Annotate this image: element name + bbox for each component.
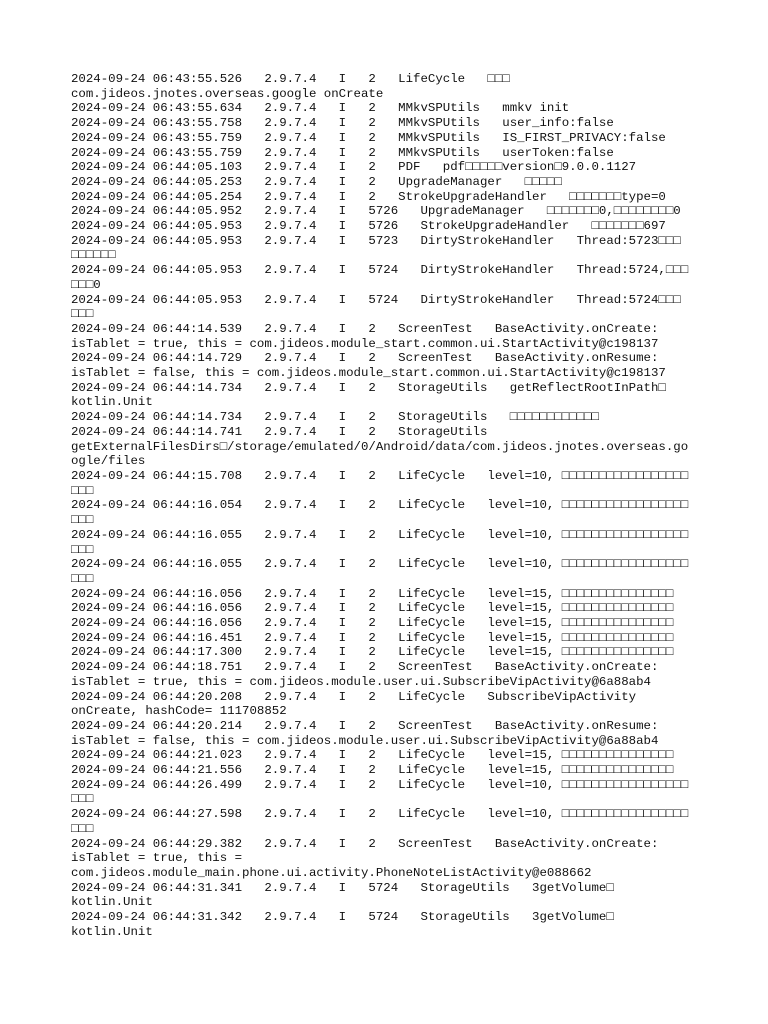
- log-line: □□□0: [71, 277, 101, 292]
- log-line: 2024-09-24 06:44:16.055 2.9.7.4 I 2 LifeCycle level=10, □□□□□□□□□□□□□□□□□: [71, 527, 689, 542]
- log-line: 2024-09-24 06:44:16.056 2.9.7.4 I 2 LifeCycle level=15, □□□□□□□□□□□□□□□: [71, 601, 674, 616]
- log-line: isTablet = false, this = com.jideos.module.user.ui.SubscribeVipActivity@6a88ab4: [71, 733, 659, 748]
- log-line: 2024-09-24 06:44:21.556 2.9.7.4 I 2 LifeCycle level=15, □□□□□□□□□□□□□□□: [71, 763, 674, 778]
- log-line: getExternalFilesDirs□/storage/emulated/0/Android/data/com.jideos.jnotes.overseas.go: [71, 439, 689, 454]
- log-line: 2024-09-24 06:44:17.300 2.9.7.4 I 2 LifeCycle level=15, □□□□□□□□□□□□□□□: [71, 645, 674, 660]
- log-line: 2024-09-24 06:43:55.759 2.9.7.4 I 2 MMkvSPUtils userToken:false: [71, 145, 614, 160]
- log-line: 2024-09-24 06:44:05.103 2.9.7.4 I 2 PDF pdf□□□□□version□9.0.0.1127: [71, 160, 637, 175]
- log-line: 2024-09-24 06:44:14.741 2.9.7.4 I 2 StorageUtils: [71, 424, 488, 439]
- log-line: 2024-09-24 06:44:16.056 2.9.7.4 I 2 LifeCycle level=15, □□□□□□□□□□□□□□□: [71, 586, 674, 601]
- log-line: 2024-09-24 06:44:14.734 2.9.7.4 I 2 StorageUtils getReflectRootInPath□: [71, 380, 666, 395]
- log-line: com.jideos.module_main.phone.ui.activity.PhoneNoteListActivity@e088662: [71, 865, 592, 880]
- log-line: 2024-09-24 06:44:05.953 2.9.7.4 I 5723 DirtyStrokeHandler Thread:5723□□□: [71, 233, 681, 248]
- log-line: 2024-09-24 06:43:55.526 2.9.7.4 I 2 LifeCycle □□□: [71, 72, 510, 86]
- log-line: □□□: [71, 571, 94, 586]
- log-line: 2024-09-24 06:44:21.023 2.9.7.4 I 2 LifeCycle level=15, □□□□□□□□□□□□□□□: [71, 748, 674, 763]
- log-line: □□□: [71, 792, 94, 807]
- log-line: 2024-09-24 06:44:16.054 2.9.7.4 I 2 LifeCycle level=10, □□□□□□□□□□□□□□□□□: [71, 498, 689, 513]
- log-line: □□□: [71, 307, 94, 322]
- log-line: 2024-09-24 06:44:15.708 2.9.7.4 I 2 LifeCycle level=10, □□□□□□□□□□□□□□□□□: [71, 468, 689, 483]
- log-line: onCreate, hashCode= 111708852: [71, 704, 287, 719]
- log-line: 2024-09-24 06:43:55.634 2.9.7.4 I 2 MMkvSPUtils mmkv init: [71, 101, 570, 116]
- log-line: 2024-09-24 06:44:05.254 2.9.7.4 I 2 StrokeUpgradeHandler □□□□□□□type=0: [71, 189, 666, 204]
- log-line: 2024-09-24 06:44:20.214 2.9.7.4 I 2 ScreenTest BaseActivity.onResume:: [71, 718, 659, 733]
- log-document: [71, 72, 721, 939]
- log-line: kotlin.Unit: [71, 924, 153, 939]
- log-line: 2024-09-24 06:44:31.341 2.9.7.4 I 5724 StorageUtils 3getVolume□: [71, 880, 614, 895]
- log-line: kotlin.Unit: [71, 395, 153, 410]
- log-line: isTablet = true, this =: [71, 851, 243, 866]
- log-line: 2024-09-24 06:44:14.729 2.9.7.4 I 2 ScreenTest BaseActivity.onResume:: [71, 351, 659, 366]
- log-line: 2024-09-24 06:44:27.598 2.9.7.4 I 2 LifeCycle level=10, □□□□□□□□□□□□□□□□□: [71, 807, 689, 822]
- log-line: □□□: [71, 542, 94, 557]
- log-line: 2024-09-24 06:44:05.953 2.9.7.4 I 5724 DirtyStrokeHandler Thread:5724,□□□: [71, 263, 689, 278]
- log-line: 2024-09-24 06:44:05.953 2.9.7.4 I 5724 DirtyStrokeHandler Thread:5724□□□: [71, 292, 681, 307]
- log-line: 2024-09-24 06:44:05.953 2.9.7.4 I 5726 StrokeUpgradeHandler □□□□□□□697: [71, 219, 666, 234]
- log-line: 2024-09-24 06:44:18.751 2.9.7.4 I 2 ScreenTest BaseActivity.onCreate:: [71, 660, 659, 675]
- log-line: 2024-09-24 06:44:16.451 2.9.7.4 I 2 LifeCycle level=15, □□□□□□□□□□□□□□□: [71, 630, 674, 645]
- log-line: 2024-09-24 06:44:05.253 2.9.7.4 I 2 UpgradeManager □□□□□: [71, 174, 562, 189]
- log-line: □□□: [71, 513, 94, 528]
- log-line: 2024-09-24 06:43:55.759 2.9.7.4 I 2 MMkvSPUtils IS_FIRST_PRIVACY:false: [71, 130, 666, 145]
- log-line: 2024-09-24 06:44:16.055 2.9.7.4 I 2 LifeCycle level=10, □□□□□□□□□□□□□□□□□: [71, 557, 689, 572]
- log-line: 2024-09-24 06:44:16.056 2.9.7.4 I 2 LifeCycle level=15, □□□□□□□□□□□□□□□: [71, 616, 674, 631]
- log-line: 2024-09-24 06:43:55.758 2.9.7.4 I 2 MMkvSPUtils user_info:false: [71, 116, 614, 131]
- log-line: 2024-09-24 06:44:26.499 2.9.7.4 I 2 LifeCycle level=10, □□□□□□□□□□□□□□□□□: [71, 777, 689, 792]
- log-line: 2024-09-24 06:44:29.382 2.9.7.4 I 2 ScreenTest BaseActivity.onCreate:: [71, 836, 659, 851]
- log-line: com.jideos.jnotes.overseas.google onCreate: [71, 86, 384, 101]
- log-line: kotlin.Unit: [71, 895, 153, 910]
- log-line: □□□: [71, 821, 94, 836]
- log-line: 2024-09-24 06:44:05.952 2.9.7.4 I 5726 UpgradeManager □□□□□□□0,□□□□□□□□0: [71, 204, 681, 219]
- log-line: 2024-09-24 06:44:14.539 2.9.7.4 I 2 ScreenTest BaseActivity.onCreate:: [71, 321, 659, 336]
- log-line: ogle/files: [71, 454, 146, 469]
- log-line: isTablet = true, this = com.jideos.module.user.ui.SubscribeVipActivity@6a88ab4: [71, 674, 651, 689]
- log-line: 2024-09-24 06:44:20.208 2.9.7.4 I 2 LifeCycle SubscribeVipActivity: [71, 689, 637, 704]
- log-line: □□□: [71, 483, 94, 498]
- log-line: 2024-09-24 06:44:14.734 2.9.7.4 I 2 StorageUtils □□□□□□□□□□□□: [71, 410, 599, 425]
- log-line: isTablet = false, this = com.jideos.module_start.common.ui.StartActivity@c198137: [71, 366, 666, 381]
- log-line: □□□□□□: [71, 248, 116, 263]
- log-line: isTablet = true, this = com.jideos.module_start.common.ui.StartActivity@c198137: [71, 336, 659, 351]
- log-line: 2024-09-24 06:44:31.342 2.9.7.4 I 5724 StorageUtils 3getVolume□: [71, 910, 614, 925]
